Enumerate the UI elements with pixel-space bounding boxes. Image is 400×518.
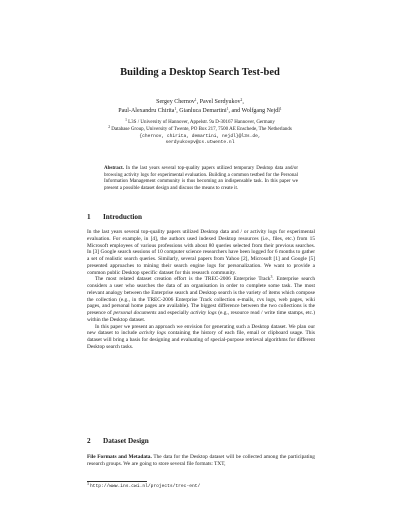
footnote-rule (87, 481, 147, 482)
footnote-marker: 3 (270, 275, 273, 280)
text-run: The data for the Desktop dataset will be collected among the participating research groups. We are going to store several file formats: TXT, (87, 454, 315, 467)
paragraph (87, 276, 315, 323)
section-number: 1 (87, 213, 91, 221)
section-body-introduction (87, 229, 315, 351)
author-line-2 (0, 107, 400, 116)
affiliation-sup: 1 (125, 118, 127, 122)
abstract-label: Abstract. (104, 166, 124, 171)
author-name: Sergey Chernov (156, 99, 195, 105)
author-name: , Gianluca Demartini (176, 107, 227, 114)
affiliation-1 (0, 120, 400, 127)
footnote (87, 483, 315, 490)
paragraph: In the last years several top-quality papers utilized Desktop data and / or activity logs for experimental evaluation. For example, in [4], the authors used indexed Desktop resources (i.e., files, etc.) from 15 Microsoft employees of various professions with about 80 queries selected from their previous searches. In [3] Google search sessions of 10 computer science researchers have been logged for 6 months to gather a set of realistic search queries. Similarly, several papers from Yahoo [2], Microsoft [1] and Google [5] presented approaches to mining their search engine logs for personalization. We want to provide a common public Desktop specific dataset for this research community. (87, 229, 315, 276)
author-separator: , (242, 99, 244, 105)
paper-title: Building a Desktop Search Test-bed (120, 67, 280, 78)
emphasis: personal documents (113, 310, 157, 316)
text-run: The most related dataset creation effort is the TREC-2006 Enterprise Track (95, 276, 271, 283)
affiliations (0, 120, 400, 147)
section-heading-introduction (87, 213, 142, 222)
section-title: Dataset Design (103, 437, 149, 445)
author-list (0, 98, 400, 115)
affiliation-2 (0, 124, 400, 134)
emphasis: activity logs (139, 330, 166, 337)
author-sup: 1 (194, 98, 197, 102)
text-run: containing the history of each file, email or clipboard usage. This dataset will bring a basis for designing and evaluating of special-purpose retrieval algorithms for different Desktop search tasks. (87, 330, 315, 350)
author-name: Paul-Alexandru Chirita (118, 107, 175, 114)
author-sup: 1 (279, 106, 282, 111)
section-title: Introduction (103, 213, 143, 221)
author-sup: 1 (174, 106, 177, 111)
paragraph (87, 454, 315, 468)
author-name: , Pavel Serdyukov (196, 99, 241, 105)
email-line-1: {chernov, chirita, demartini, nejdl}@l3s.de, (139, 133, 261, 139)
author-sup: 1 (226, 106, 229, 111)
author-sup: 2 (240, 98, 243, 102)
text-run: In this paper we present an approach we envision for generating such a Desktop dataset. We plan our new dataset to include (87, 323, 315, 337)
section-body-dataset-design (87, 454, 315, 468)
affiliation-text: L3S / University of Hannover, Appelstr. 9a D-30167 Hannover, Germany (128, 120, 275, 125)
footnote-url: http://www.ins.cwi.nl/projects/trec-ent/ (89, 484, 201, 489)
author-name: , and Wolfgang Nejdl (228, 107, 280, 114)
text-run: (e.g., resource read / write time stamps, etc.) within the Desktop dataset. (87, 310, 315, 323)
section-heading-dataset-design (87, 437, 149, 446)
run-in-heading: File Formats and Metadata. (87, 454, 152, 460)
text-run: . Enterprise search considers a user who searches the data of an organisation in order to complete some task. The most relevant analogy between the Enterprise search and Desktop search is the variety of items which compose the collection (e.g., in the TREC-2006 Enterprise Track collection e-mails, cvs logs, web pages, wiki pages, and personal home pages are available). The biggest difference between the two collections is the presence of (87, 276, 315, 316)
footnote-sup: 3 (87, 482, 89, 486)
abstract (104, 166, 298, 193)
section-number: 2 (87, 437, 91, 445)
paragraph (87, 324, 315, 351)
affiliation-text: Database Group, University of Twente, PO Box 217, 7500 AE Enschede, The Netherlands (111, 126, 292, 132)
affiliation-sup: 2 (108, 124, 110, 129)
emphasis: activity logs (190, 310, 217, 316)
author-line-1 (0, 98, 400, 107)
email-line-2: serdyukovpv@cs.utwente.nl (165, 140, 235, 146)
abstract-text: In the last years several top-quality papers utilized temporary Desktop data and/or browsing activity logs for experimental evaluation. Building a common testbed for the Personal Information Management community is thus becoming an indispensable task. In this paper we present a possible dataset design and discuss the means to create it. (104, 166, 298, 192)
text-run: and especially (156, 310, 191, 316)
